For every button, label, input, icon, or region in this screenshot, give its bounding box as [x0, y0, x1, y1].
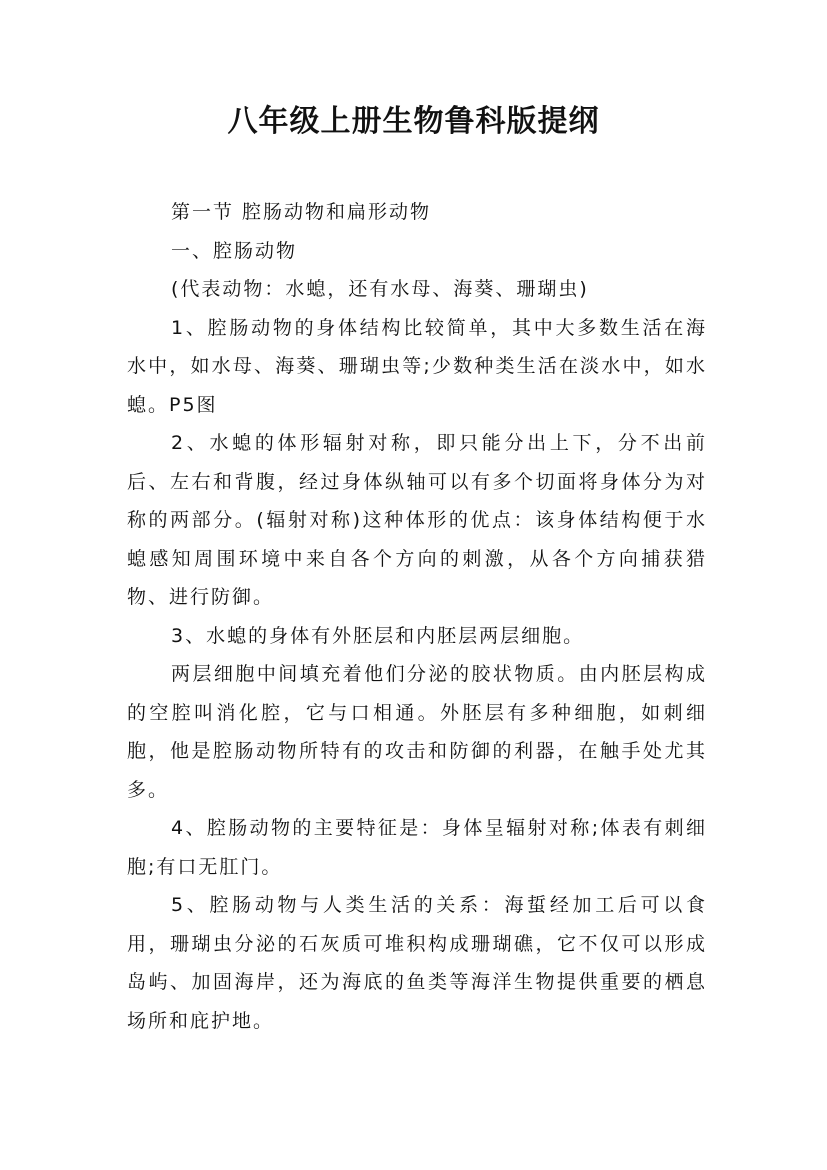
paragraph-5: 4、腔肠动物的主要特征是：身体呈辐射对称;体表有刺细胞;有口无肛门。: [127, 817, 707, 878]
paragraph-3: 3、水螅的身体有外胚层和内胚层两层细胞。: [171, 624, 585, 647]
document-body: [127, 193, 707, 1040]
paragraph-6: 5、腔肠动物与人类生活的关系：海蜇经加工后可以食用，珊瑚虫分泌的石灰质可堆积构成珊瑚礁，它不仅可以形成岛屿、加固海岸，还为海底的鱼类等海洋生物提供重要的栖息场所和庇护地。: [127, 894, 707, 1032]
paragraph-2: 2、水螅的体形辐射对称，即只能分出上下，分不出前后、左右和背腹，经过身体纵轴可以有多个切面将身体分为对称的两部分。(辐射对称)这种体形的优点：该身体结构便于水螅感知周围环境中来自各个方向的刺激，从各个方向捕获猎物、进行防御。: [127, 432, 707, 608]
subsection-heading: 一、腔肠动物: [171, 239, 298, 262]
paragraph-1: 1、腔肠动物的身体结构比较简单，其中大多数生活在海水中，如水母、海葵、珊瑚虫等;少数种类生活在淡水中，如水螅。P5图: [127, 316, 707, 416]
representatives-note: (代表动物：水螅，还有水母、海葵、珊瑚虫): [171, 278, 589, 300]
document-title: 八年级上册生物鲁科版提纲: [227, 104, 600, 139]
paragraph-4: 两层细胞中间填充着他们分泌的胶状物质。由内胚层构成的空腔叫消化腔，它与口相通。外胚层有多种细胞，如刺细胞，他是腔肠动物所特有的攻击和防御的利器，在触手处尤其多。: [127, 663, 707, 801]
section-heading: 第一节 腔肠动物和扁形动物: [171, 201, 432, 223]
